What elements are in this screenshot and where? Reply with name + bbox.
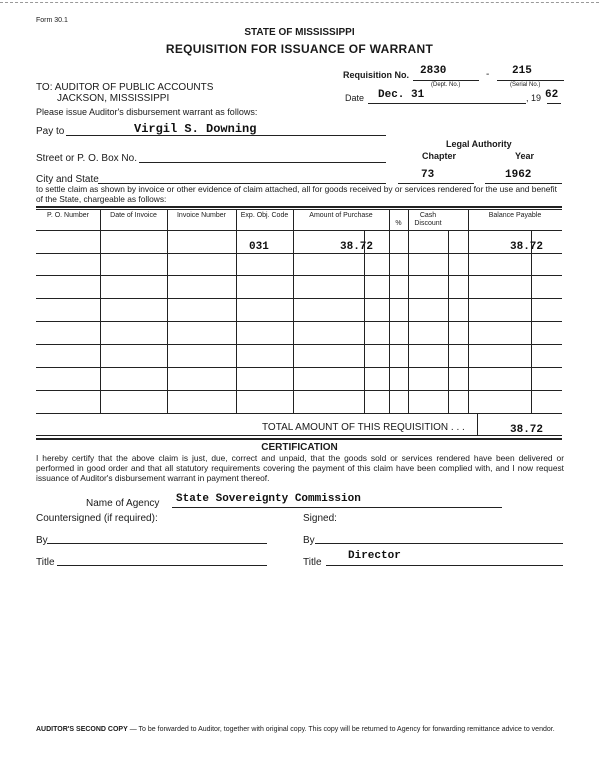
footer-text: — To be forwarded to Auditor, together with original copy. This copy will be returned to Agency for forwarding remittance advice to vendor. bbox=[129, 726, 555, 733]
serial-caption: (Serial No.) bbox=[510, 82, 541, 88]
agency-line bbox=[172, 507, 502, 508]
pay-to-value[interactable]: Virgil S. Downing bbox=[134, 122, 257, 136]
header-exp-obj-code: Exp. Obj. Code bbox=[240, 212, 289, 219]
header-invoice-number: Invoice Number bbox=[176, 212, 227, 219]
col-sep bbox=[364, 230, 365, 414]
col-sep bbox=[100, 209, 101, 414]
table-top-rule-inner bbox=[36, 209, 562, 210]
instruction-text: Please issue Auditor's disbursement warrant as follows: bbox=[36, 107, 258, 117]
year-line bbox=[547, 103, 561, 104]
year-prefix: , 19 bbox=[526, 93, 542, 103]
table-row-rule bbox=[36, 275, 562, 276]
col-sep bbox=[408, 209, 409, 414]
street-line[interactable] bbox=[139, 162, 386, 163]
addressee-line1: TO: AUDITOR OF PUBLIC ACCOUNTS bbox=[36, 82, 214, 93]
form-title: REQUISITION FOR ISSUANCE OF WARRANT bbox=[165, 42, 434, 56]
table-bottom-rule bbox=[36, 435, 562, 436]
header-cash-discount: Cash Discount bbox=[414, 212, 442, 227]
addressee-line2: JACKSON, MISSISSIPPI bbox=[57, 93, 170, 104]
title-value-right[interactable]: Director bbox=[348, 550, 401, 562]
year-suffix[interactable]: 62 bbox=[545, 89, 559, 101]
year-label: Year bbox=[515, 151, 535, 161]
table-row-rule bbox=[36, 298, 562, 299]
dept-no-line bbox=[413, 80, 479, 81]
table-row-rule bbox=[36, 321, 562, 322]
title-line-right bbox=[326, 565, 563, 566]
total-label: TOTAL AMOUNT OF THIS REQUISITION . . . bbox=[262, 422, 465, 433]
footer bbox=[36, 725, 566, 734]
settle-claim-text: to settle claim as shown by invoice or other evidence of claim attached, all for goods received by or services rendered for the use and benefit of the State, chargeable as follows: bbox=[36, 184, 557, 204]
legal-authority-label: Legal Authority bbox=[446, 139, 512, 149]
agency-value[interactable]: State Sovereignty Commission bbox=[176, 493, 361, 505]
col-sep bbox=[293, 209, 294, 414]
signed-label: Signed: bbox=[303, 513, 337, 524]
serial-no-line bbox=[497, 80, 564, 81]
dept-caption: (Dept. No.) bbox=[431, 82, 461, 88]
requisition-label: Requisition No. bbox=[343, 70, 409, 80]
table-header-rule bbox=[36, 230, 562, 231]
date-line bbox=[368, 103, 526, 104]
table-row-rule bbox=[36, 413, 562, 414]
table-row-rule bbox=[36, 367, 562, 368]
by-line-left[interactable] bbox=[47, 543, 267, 544]
total-value[interactable]: 38.72 bbox=[510, 424, 544, 436]
table-row-rule bbox=[36, 390, 562, 391]
header-percent: % bbox=[395, 220, 402, 227]
agency-label: Name of Agency bbox=[86, 498, 160, 509]
top-perforation bbox=[0, 2, 599, 3]
serial-no-value[interactable]: 215 bbox=[512, 65, 532, 77]
header-amount-of-purchase: Amount of Purchase bbox=[309, 212, 373, 219]
requisition-dash: - bbox=[486, 69, 490, 80]
year-value[interactable]: 1962 bbox=[505, 169, 532, 181]
col-sep bbox=[468, 209, 469, 414]
by-label-right: By bbox=[303, 535, 315, 546]
street-label: Street or P. O. Box No. bbox=[36, 153, 137, 164]
chapter-value[interactable]: 73 bbox=[421, 169, 435, 181]
header-po-number: P. O. Number bbox=[47, 212, 89, 219]
dept-no-value[interactable]: 2830 bbox=[420, 65, 447, 77]
col-sep bbox=[531, 230, 532, 414]
row1-amount[interactable]: 38.72 bbox=[340, 241, 374, 253]
row1-balance[interactable]: 38.72 bbox=[510, 241, 544, 253]
footer-label: AUDITOR'S SECOND COPY bbox=[36, 726, 128, 733]
table-row-rule bbox=[36, 344, 562, 345]
chapter-label: Chapter bbox=[422, 151, 457, 161]
form-number: Form 30.1 bbox=[36, 17, 68, 24]
date-value[interactable]: Dec. 31 bbox=[378, 89, 425, 101]
table-bottom-rule-outer bbox=[36, 438, 562, 440]
city-label: City and State bbox=[36, 174, 99, 185]
date-label: Date bbox=[345, 93, 365, 103]
by-line-right[interactable] bbox=[315, 543, 563, 544]
col-sep bbox=[167, 209, 168, 414]
title-line-left[interactable] bbox=[57, 565, 267, 566]
countersigned-label: Countersigned (if required): bbox=[36, 513, 158, 524]
certification-title: CERTIFICATION bbox=[261, 442, 338, 453]
by-label-left: By bbox=[36, 535, 48, 546]
header-balance-payable: Balance Payable bbox=[488, 212, 542, 219]
title-label-left: Title bbox=[36, 557, 55, 568]
col-sep bbox=[389, 209, 390, 414]
pay-to-label: Pay to bbox=[36, 126, 65, 137]
col-sep bbox=[236, 209, 237, 414]
col-sep bbox=[448, 230, 449, 414]
state-heading: STATE OF MISSISSIPPI bbox=[244, 27, 355, 38]
table-top-rule bbox=[36, 206, 562, 208]
title-label-right: Title bbox=[303, 557, 322, 568]
certification-text: I hereby certify that the above claim is just, due, correct and unpaid, that the goods sold or services rendered have been delivered or performed in good order and that all statutory requirements covering the payment of this claim have been complied with, and I now request issuance of Auditor's disbursement warrant in payment thereof. bbox=[36, 453, 564, 483]
total-sep-left bbox=[477, 413, 478, 435]
row1-exp-code[interactable]: 031 bbox=[249, 241, 269, 253]
header-date-of-invoice: Date of Invoice bbox=[110, 212, 157, 219]
table-row-rule bbox=[36, 253, 562, 254]
